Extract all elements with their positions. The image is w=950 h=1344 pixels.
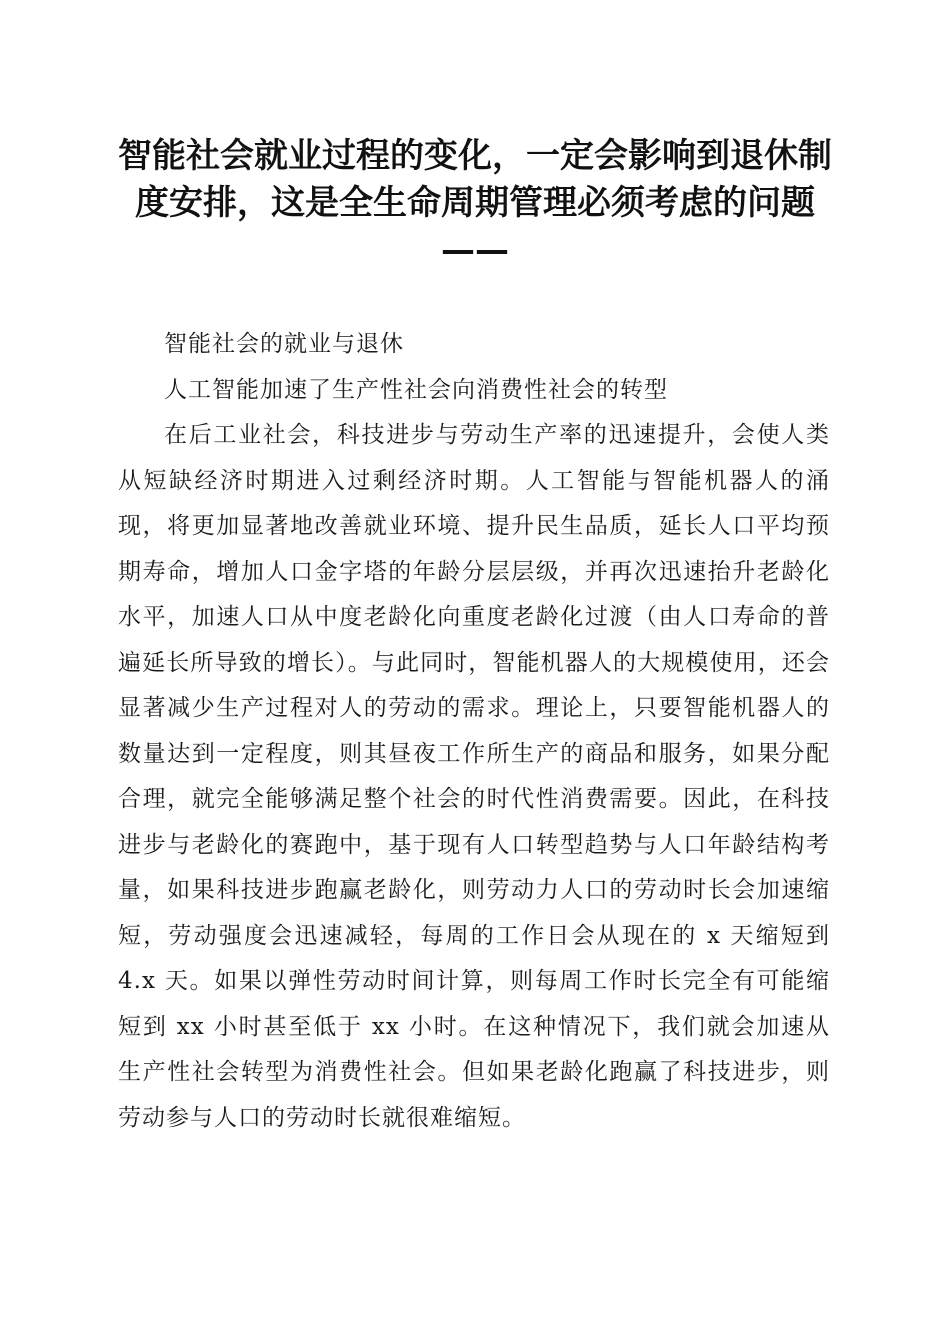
subsection-heading: 人工智能加速了生产性社会向消费性社会的转型 — [164, 376, 668, 403]
body-paragraph: 在后工业社会，科技进步与劳动生产率的迅速提升，会使人类从短缺经济时期进入过剩经济时期。人工智能与智能机器人的涌现，将更加显著地改善就业环境、提升民生品质，延长人口平均预期寿命，增加人口金字塔的年龄分层层级，并再次迅速抬升老龄化水平，加速人口从中度老龄化向重度老龄化过渡（由人口寿命的普遍延长所导致的增长）。与此同时，智能机器人的大规模使用，还会显著减少生产过程对人的劳动的需求。理论上，只要智能机器人的数量达到一定程度，则其昼夜工作所生产的商品和服务，如果分配合理，就完全能够满足整个社会的时代性消费需要。因此，在科技进步与老龄化的赛跑中，基于现有人口转型趋势与人口年龄结构考量，如果科技进步跑赢老龄化，则劳动力人口的劳动时长会加速缩短，劳动强度会迅速减轻，每周的工作日会从现在的 x 天缩短到 4.x 天。如果以弹性劳动时间计算，则每周工作时长完全有可能缩短到 xx 小时甚至低于 xx 小时。在这种情况下，我们就会加速从生产性社会转型为消费性社会。但如果老龄化跑赢了科技进步，则劳动参与人口的劳动时长就很难缩短。 — [118, 422, 830, 1131]
section-heading: 智能社会的就业与退休 — [164, 331, 404, 357]
document-title: 智能社会就业过程的变化，一定会影响到退休制度安排，这是全生命周期管理必须考虑的问题—— — [118, 136, 832, 270]
document-body — [118, 322, 830, 1141]
